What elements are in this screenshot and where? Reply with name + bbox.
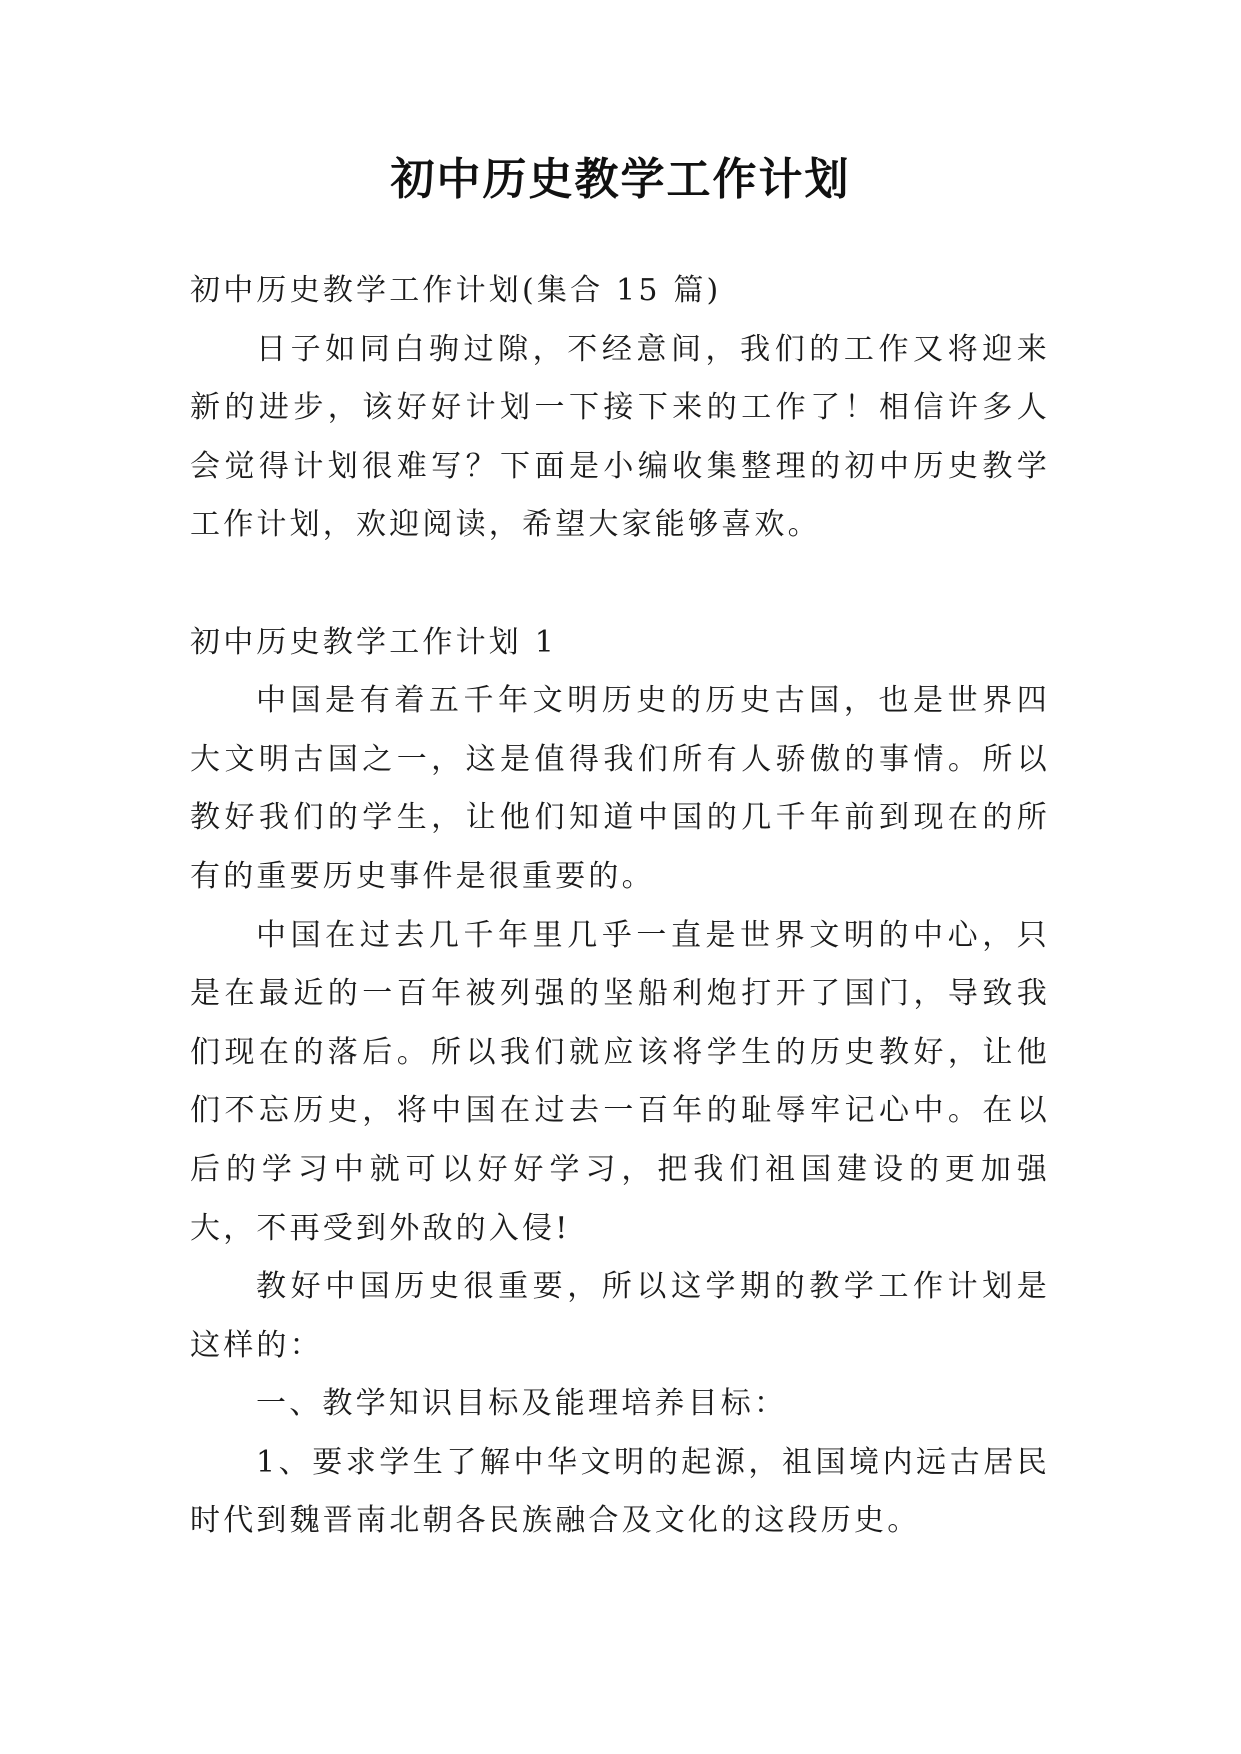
document-subtitle: 初中历史教学工作计划(集合 15 篇)	[190, 273, 722, 308]
body-paragraph: 教好中国历史很重要，所以这学期的教学工作计划是这样的：	[190, 1269, 1050, 1363]
intro-paragraph: 日子如同白驹过隙，不经意间，我们的工作又将迎来新的进步，该好好计划一下接下来的工作了！相信许多人会觉得计划很难写？下面是小编收集整理的初中历史教学工作计划，欢迎阅读，希望大家能够喜欢。	[190, 331, 1050, 543]
body-paragraph: 一、教学知识目标及能理培养目标：	[256, 1386, 788, 1422]
document-body	[190, 262, 1050, 1551]
section-heading: 初中历史教学工作计划 1	[190, 624, 558, 660]
document-title: 初中历史教学工作计划	[390, 154, 851, 205]
body-paragraph: 1、要求学生了解中华文明的起源，祖国境内远古居民时代到魏晋南北朝各民族融合及文化的这段历史。	[190, 1444, 1050, 1539]
body-paragraph: 中国是有着五千年文明历史的历史古国，也是世界四大文明古国之一，这是值得我们所有人骄傲的事情。所以教好我们的学生，让他们知道中国的几千年前到现在的所有的重要历史事件是很重要的。	[190, 683, 1050, 894]
body-paragraph: 中国在过去几千年里几乎一直是世界文明的中心，只是在最近的一百年被列强的坚船利炮打开了国门，导致我们现在的落后。所以我们就应该将学生的历史教好，让他们不忘历史，将中国在过去一百年的耻辱牢记心中。在以后的学习中就可以好好学习，把我们祖国建设的更加强大，不再受到外敌的入侵!	[190, 917, 1050, 1246]
paragraph-spacer	[190, 555, 1050, 614]
